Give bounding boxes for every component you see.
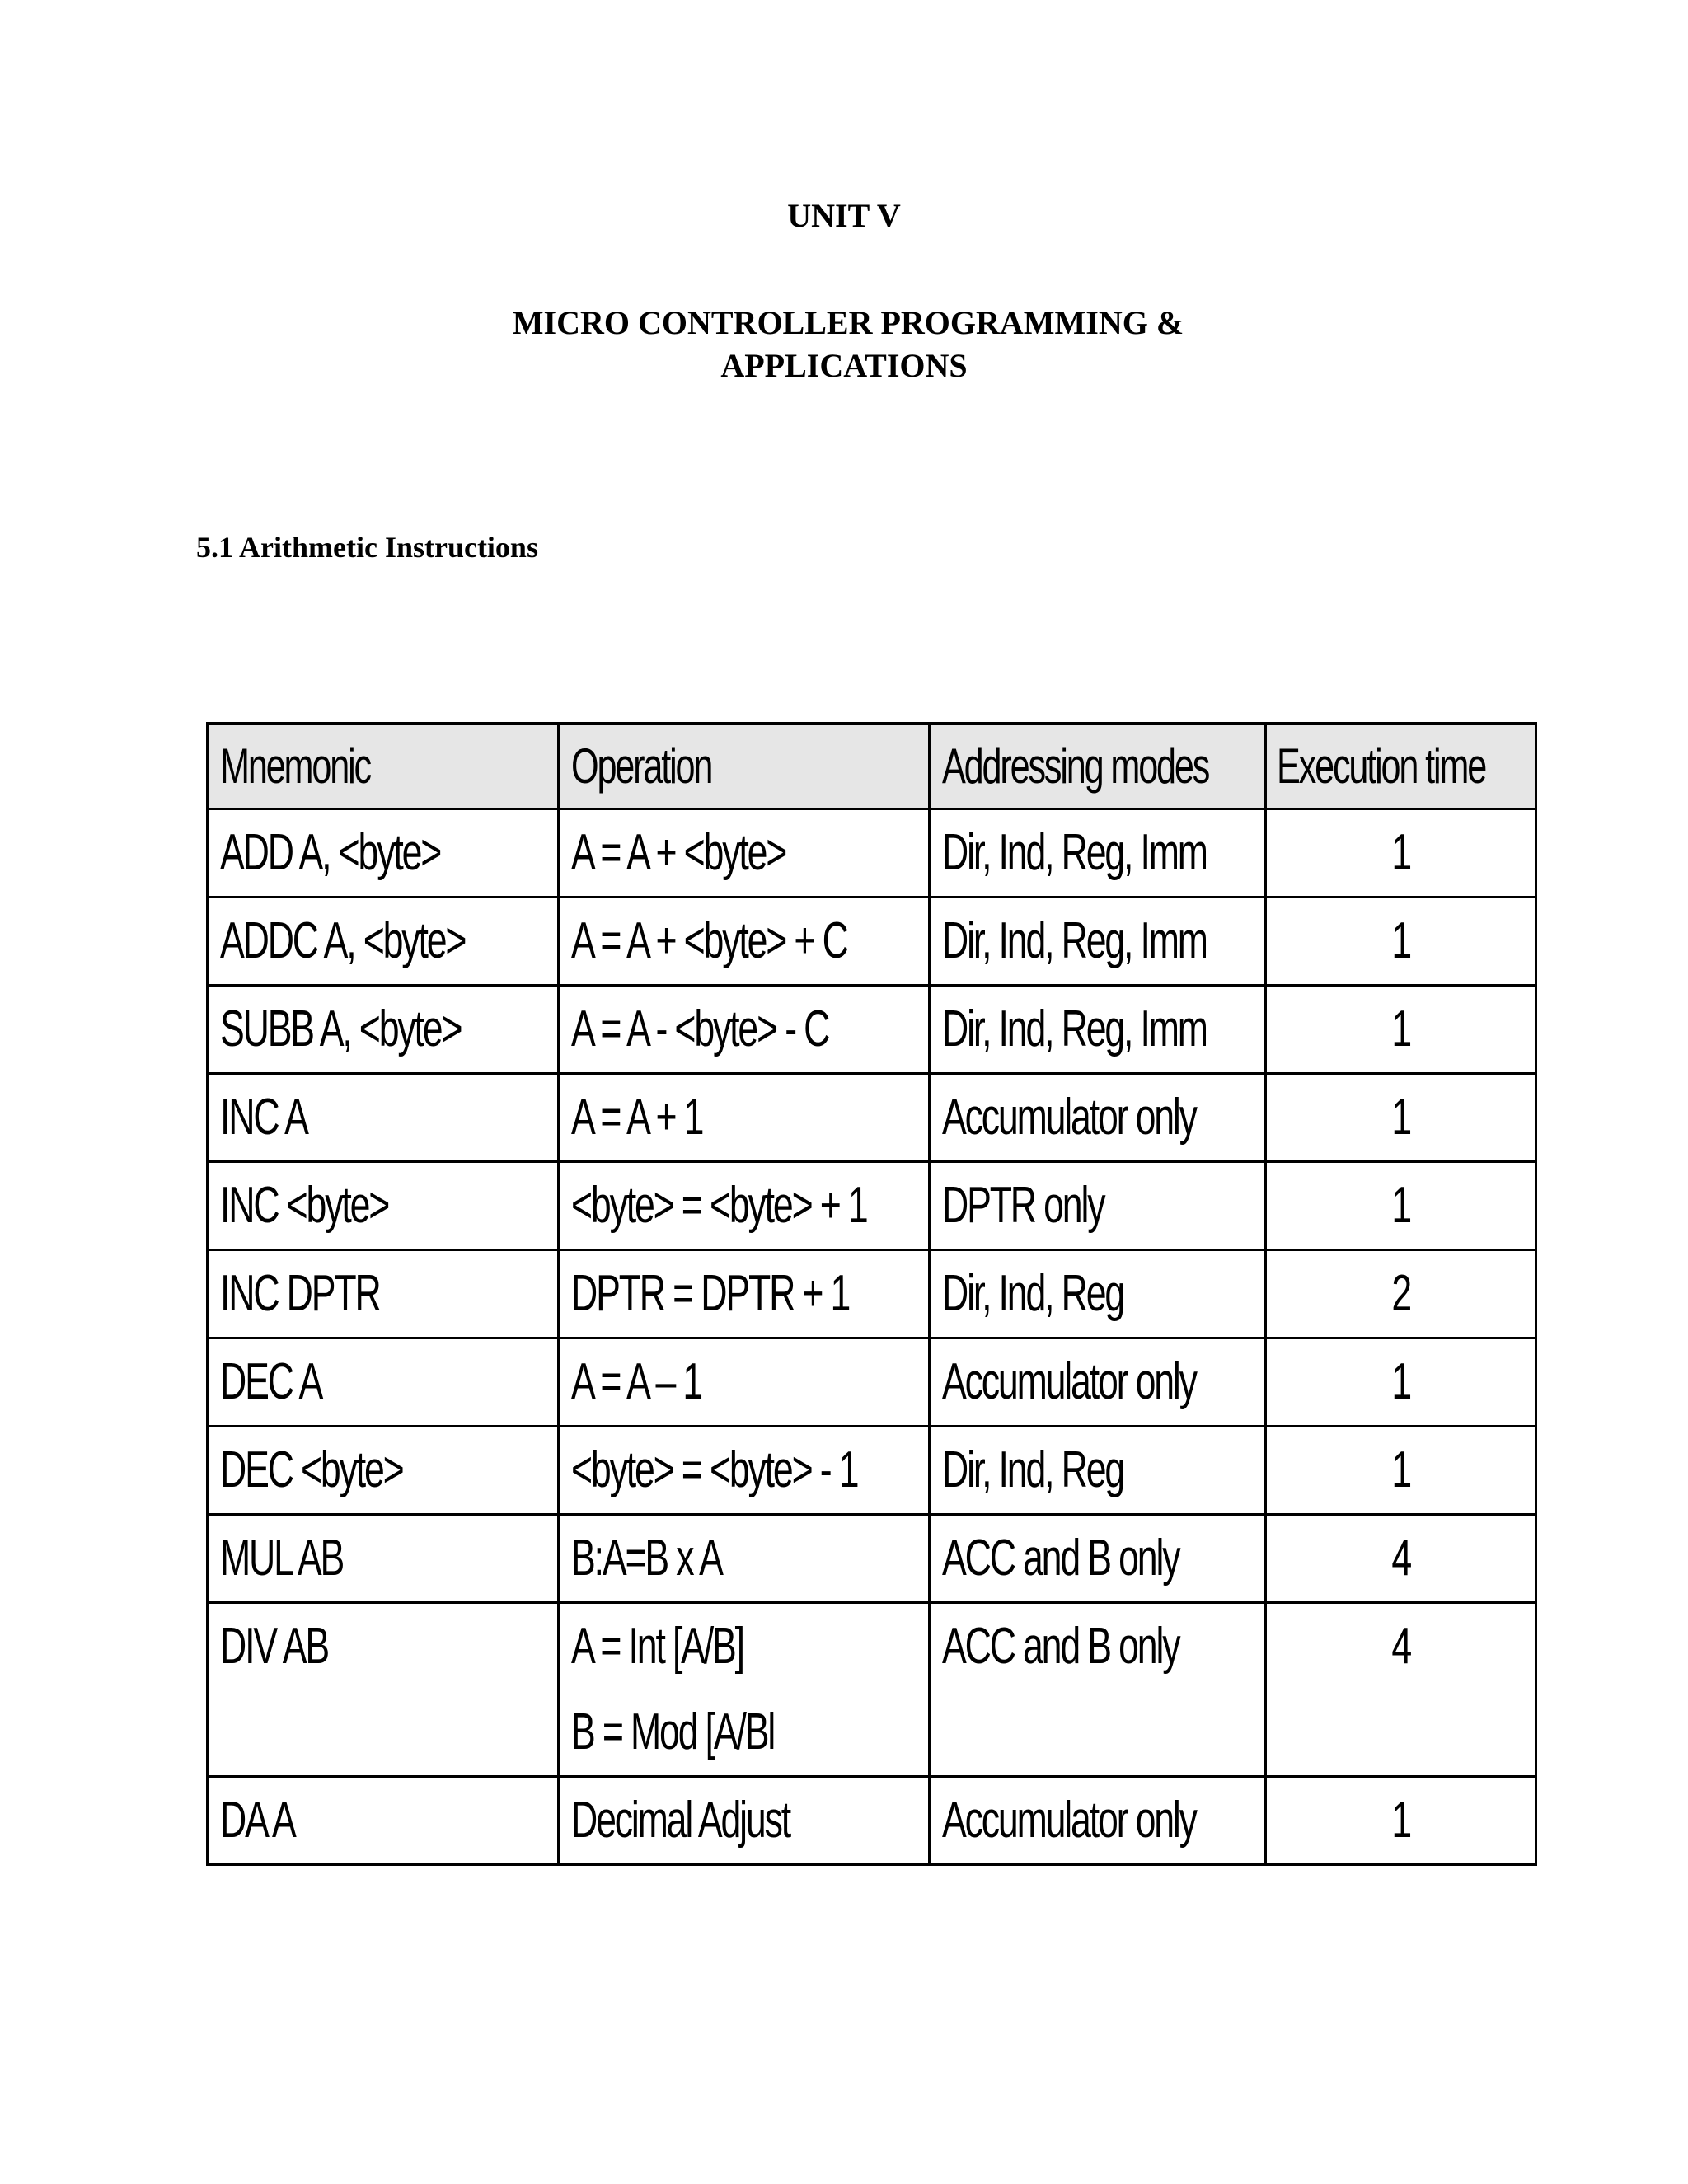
cell-execution-time: 1 — [1266, 1162, 1536, 1250]
table-row — [208, 1603, 1536, 1777]
cell-addressing-modes: Accumulator only — [930, 1074, 1266, 1162]
table-row — [208, 1074, 1536, 1162]
cell-operation: <byte> = <byte> - 1 — [559, 1427, 930, 1515]
cell-addressing-modes: Dir, Ind, Reg — [930, 1250, 1266, 1338]
arithmetic-instructions-table — [206, 722, 1537, 1866]
cell-operation: B:A=B x A — [559, 1515, 930, 1603]
cell-mnemonic: INC DPTR — [208, 1250, 559, 1338]
cell-mnemonic: ADDC A, <byte> — [208, 898, 559, 986]
cell-operation: A = A + <byte> + C — [559, 898, 930, 986]
cell-addressing-modes: Dir, Ind, Reg, Imm — [930, 898, 1266, 986]
cell-operation: Decimal Adjust — [559, 1777, 930, 1865]
cell-execution-time: 1 — [1266, 898, 1536, 986]
cell-operation: A = Int [A/B] B = Mod [A/Bl — [559, 1603, 930, 1777]
cell-addressing-modes: ACC and B only — [930, 1603, 1266, 1777]
cell-operation: A = A - <byte> - C — [559, 986, 930, 1074]
cell-execution-time: 4 — [1266, 1603, 1536, 1777]
table-row — [208, 1427, 1536, 1515]
cell-addressing-modes: Dir, Ind, Reg, Imm — [930, 809, 1266, 898]
cell-mnemonic: DEC <byte> — [208, 1427, 559, 1515]
cell-addressing-modes: Dir, Ind, Reg — [930, 1427, 1266, 1515]
table-header-row — [208, 724, 1536, 809]
chapter-title — [0, 302, 1688, 387]
cell-operation: A = A + 1 — [559, 1074, 930, 1162]
table-row — [208, 809, 1536, 898]
cell-execution-time: 2 — [1266, 1250, 1536, 1338]
chapter-title-line1: MICRO CONTROLLER PROGRAMMING & — [512, 304, 1184, 341]
cell-execution-time: 1 — [1266, 809, 1536, 898]
chapter-title-line2: APPLICATIONS — [720, 347, 968, 384]
cell-addressing-modes: Accumulator only — [930, 1338, 1266, 1427]
cell-execution-time: 1 — [1266, 1777, 1536, 1865]
cell-mnemonic: ADD A, <byte> — [208, 809, 559, 898]
cell-mnemonic: INC A — [208, 1074, 559, 1162]
unit-title: UNIT V — [787, 197, 901, 234]
cell-addressing-modes: ACC and B only — [930, 1515, 1266, 1603]
cell-mnemonic: DEC A — [208, 1338, 559, 1427]
cell-mnemonic: DIV AB — [208, 1603, 559, 1777]
table-row — [208, 1338, 1536, 1427]
table-row — [208, 1777, 1536, 1865]
cell-mnemonic: SUBB A, <byte> — [208, 986, 559, 1074]
section-heading: 5.1 Arithmetic Instructions — [196, 531, 538, 564]
table-row — [208, 898, 1536, 986]
cell-mnemonic: MUL AB — [208, 1515, 559, 1603]
cell-addressing-modes: Accumulator only — [930, 1777, 1266, 1865]
column-header-execution-time: Execution time — [1266, 724, 1536, 809]
cell-mnemonic: INC <byte> — [208, 1162, 559, 1250]
table-body — [208, 809, 1536, 1865]
cell-mnemonic: DA A — [208, 1777, 559, 1865]
column-header-mnemonic: Mnemonic — [208, 724, 559, 809]
cell-execution-time: 1 — [1266, 1338, 1536, 1427]
cell-operation: A = A – 1 — [559, 1338, 930, 1427]
column-header-operation: Operation — [559, 724, 930, 809]
table-row — [208, 1515, 1536, 1603]
cell-execution-time: 1 — [1266, 986, 1536, 1074]
table-row — [208, 1162, 1536, 1250]
cell-addressing-modes: DPTR only — [930, 1162, 1266, 1250]
cell-execution-time: 1 — [1266, 1074, 1536, 1162]
cell-addressing-modes: Dir, Ind, Reg, Imm — [930, 986, 1266, 1074]
cell-operation: DPTR = DPTR + 1 — [559, 1250, 930, 1338]
cell-execution-time: 1 — [1266, 1427, 1536, 1515]
cell-execution-time: 4 — [1266, 1515, 1536, 1603]
table-row — [208, 1250, 1536, 1338]
cell-operation: <byte> = <byte> + 1 — [559, 1162, 930, 1250]
cell-operation: A = A + <byte> — [559, 809, 930, 898]
column-header-addressing-modes: Addressing modes — [930, 724, 1266, 809]
table-row — [208, 986, 1536, 1074]
